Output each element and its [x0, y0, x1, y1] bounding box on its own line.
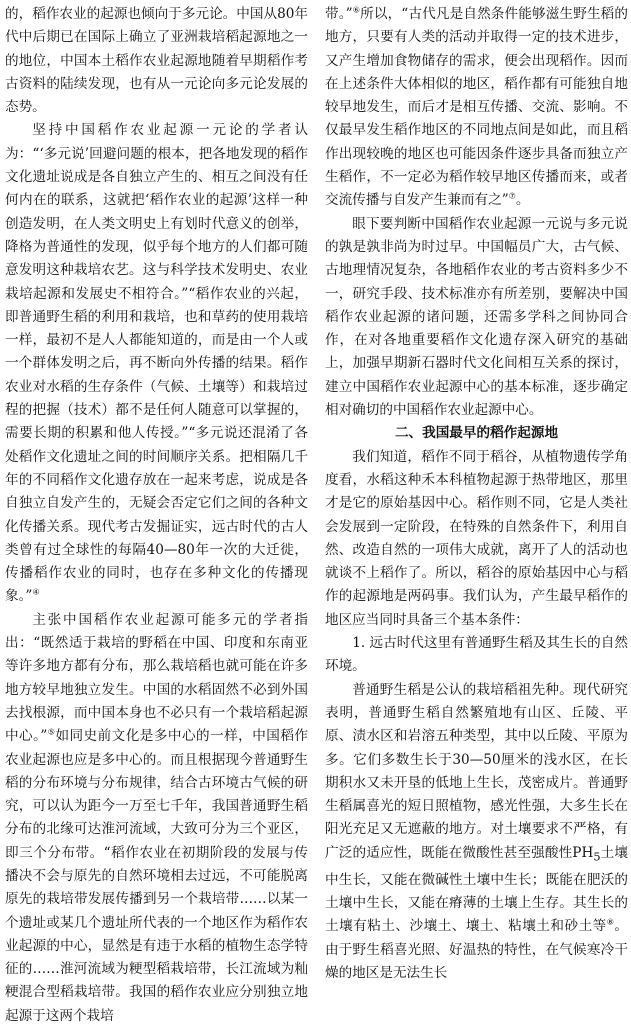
right-paragraph-judgement — [325, 213, 628, 423]
footnote-7: ⑦ — [508, 191, 516, 201]
footnote-4: ④ — [32, 587, 40, 597]
left-paragraph-1-text: 的，稻作农业的起源也倾向于多元论。中国从80年代中后期已在国际上确立了亚洲栽培稻起源地之一的地位，中国本土稻作农业起源地随着早期稻作考古资料的陆续发现，也有从一元论向多元论发展的态势。 — [5, 6, 308, 116]
right-paragraph-condition-1 — [325, 632, 628, 679]
right-paragraph-1-text-a: 带。” — [325, 6, 353, 22]
right-paragraph-4-text: 1. 远古时代这里有普通野生稻及其生长的自然环境。 — [325, 635, 628, 675]
left-paragraph-monocentric — [5, 119, 308, 608]
left-paragraph-3-text-a: 主张中国稻作农业起源可能多元的学者指出：“既然适于栽培的野稻在中国、印度和东南亚等许多地方都有分布，那么栽培稻也就可能在许多地方较早地独立发生。中国的水稻固然不必到外国去找根源，而中国本身也不必只有一个栽培稻起源中心。” — [5, 611, 308, 745]
right-paragraph-5-text-a: 普通野生稻是公认的栽培稻祖先种。现代研究表明，普通野生稻自然繁殖地有山区、丘陵、平原、渍水区和岩溶五种类型，其中以丘陵、平原为多。它们多数生长于30—50厘米的浅水区，在长期积水又未开垦的低地上生长，茂密成片。普通野生稻属喜光的短日照植物，感光性强，大多生长在阳光充足又无遮蔽的地方。对土壤要求不严格，有广泛的适应性，既能在微酸性甚至强酸性PH — [325, 681, 628, 861]
right-paragraph-origin — [325, 446, 628, 632]
left-paragraph-3-text-b: 如同史前文化是多中心的一样，中国稻作农业起源也应是多中心的。而且根据现今普通野生稻的分布环境与分布规律，结合古环境古气候的研究，可以认为距今一万至七千年，我国普通野生稻分布的北缘可达淮河流域，大致可分为三个亚区，即三个分布带。“稻作农业在初期阶段的发展与传播决不会与原先的自然环境相去过远，不可能脱离原先的栽培带发展传播到另一个栽培带……以某一个遗址或某几个遗址所代表的一个地区作为稻作农业起源的中心，显然是有违于水稻的植物生态学特征的……淮河流域为粳型稻栽培带，长江流域为籼粳混合型稻栽培带。我国的稻作农业应分别独立地起源于这两个栽培 — [5, 728, 309, 1024]
left-paragraph-polycentric — [5, 609, 308, 1028]
right-paragraph-1-text-c: 。 — [515, 192, 530, 209]
left-paragraph-2-text: 坚持中国稻作农业起源一元论的学者认为：“‘多元说’回避问题的根本，把各地发现的稻作文化遗址说成是各自独立产生的、相互之间没有任何内在的联系，这就把‘稻作农业的起源’这样一种创造发明，在人类文明史上有划时代意义的创举，降格为普通性的发现，似乎每个地方的人们都可随意发明这种栽培农艺。这与科学技术发明史、农业栽培起源和发展史不相符合。”“稻作农业的兴起，即普通野生稻的利用和栽培，也和草药的使用栽培一样，最初不是人人都能知道的，而是由一个人或一个群体发明之后，再不断向外传播的结果。稻作农业对水稻的生存条件（气候、土壤等）和栽培过程的把握（技术）都不是任何人随意可以掌握的，需要长期的积累和他人传授。”“多元说还混淆了各处稻作文化遗址之间的时间顺序关系。把相隔几千年的不同稻作文化遗存放在一起来考虑，说成是各自独立自发产生的，无疑会否定它们之间的各种文化传播关系。现代考古发掘证实，远古时代的古人类曾有过全球性的每隔40—80年一次的大迁徙，传播稻作农业的同时，也存在多种文化的传播现象。” — [5, 122, 308, 605]
right-column — [325, 3, 629, 981]
right-paragraph-1-text-b: 所以，“古代凡是自然条件能够滋生野生稻的地方，只要有人类的活动并取得一定的技术进步，又产生增加食物储存的需求，便会出现稻作。因而在上述条件大体相似的地区，稻作都有可能独自地较早地发生，而后才是相互传播、交流、影响。不仅最早发生稻作地区的不同地点间是如此，而且稻作出现较晚的地区也可能因条件逐步具备而独立产生稻作，不一定必为稻作较早地区传播而来，或者交流传播与自发产生兼而有之” — [325, 6, 629, 209]
right-paragraph-wild-rice — [325, 679, 628, 986]
right-paragraph-continuation — [325, 3, 628, 213]
footnote-5: ⑤ — [47, 727, 56, 737]
right-paragraph-5-text-c: 。由于野生稻喜光照、好温热的特性，在气候寒冷干燥的地区是无法生长 — [325, 918, 629, 981]
footnote-8: ⑧ — [606, 917, 615, 927]
ph-subscript: 5 — [593, 849, 601, 864]
footnote-6: ⑥ — [352, 5, 361, 15]
left-paragraph-continuation — [5, 3, 308, 119]
left-column — [5, 3, 309, 1024]
section-heading: 二、我国最早的稻作起源地 — [394, 425, 559, 442]
right-paragraph-2-text: 眼下要判断中国稻作农业起源一元说与多元说的孰是孰非尚为时过早。中国幅员广大，古气候、古地理情况复杂，各地稻作农业的考古资料多少不一，研究手段、技术标准亦有所差别，要解决中国稻作农业起源的诸问题，还需多学科之间协同合作，在对各地重要稻作文化遗存深入研究的基础上，加强早期新石器时代文化间相互关系的探讨，建立中国稻作农业起源中心的基本标准，逐步确定相对确切的中国稻作农业起源中心。 — [325, 215, 628, 419]
right-paragraph-5-text-b: 土壤中生长，又能在微碱性土壤中生长；既能在肥沃的土壤中生长，又能在瘠薄的土壤上生存。其生长的土壤有粘土、沙壤土、壤土、粘壤土和砂土等 — [325, 844, 629, 935]
right-paragraph-3-text: 我们知道，稻作不同于稻谷，从植物遗传学角度看，水稻这种禾本科植物起源于热带地区，那里才是它的原始基因中心。稻作则不同，它是人类社会发展到一定阶段，在特殊的自然条件下，利用自然、改造自然的一项伟大成就，离开了人的活动也就谈不上稻作了。所以，稻谷的原始基因中心与稻作的起源地是两码事。我们认为，产生最早稻作的地区应当同时具备三个基本条件： — [325, 448, 628, 628]
